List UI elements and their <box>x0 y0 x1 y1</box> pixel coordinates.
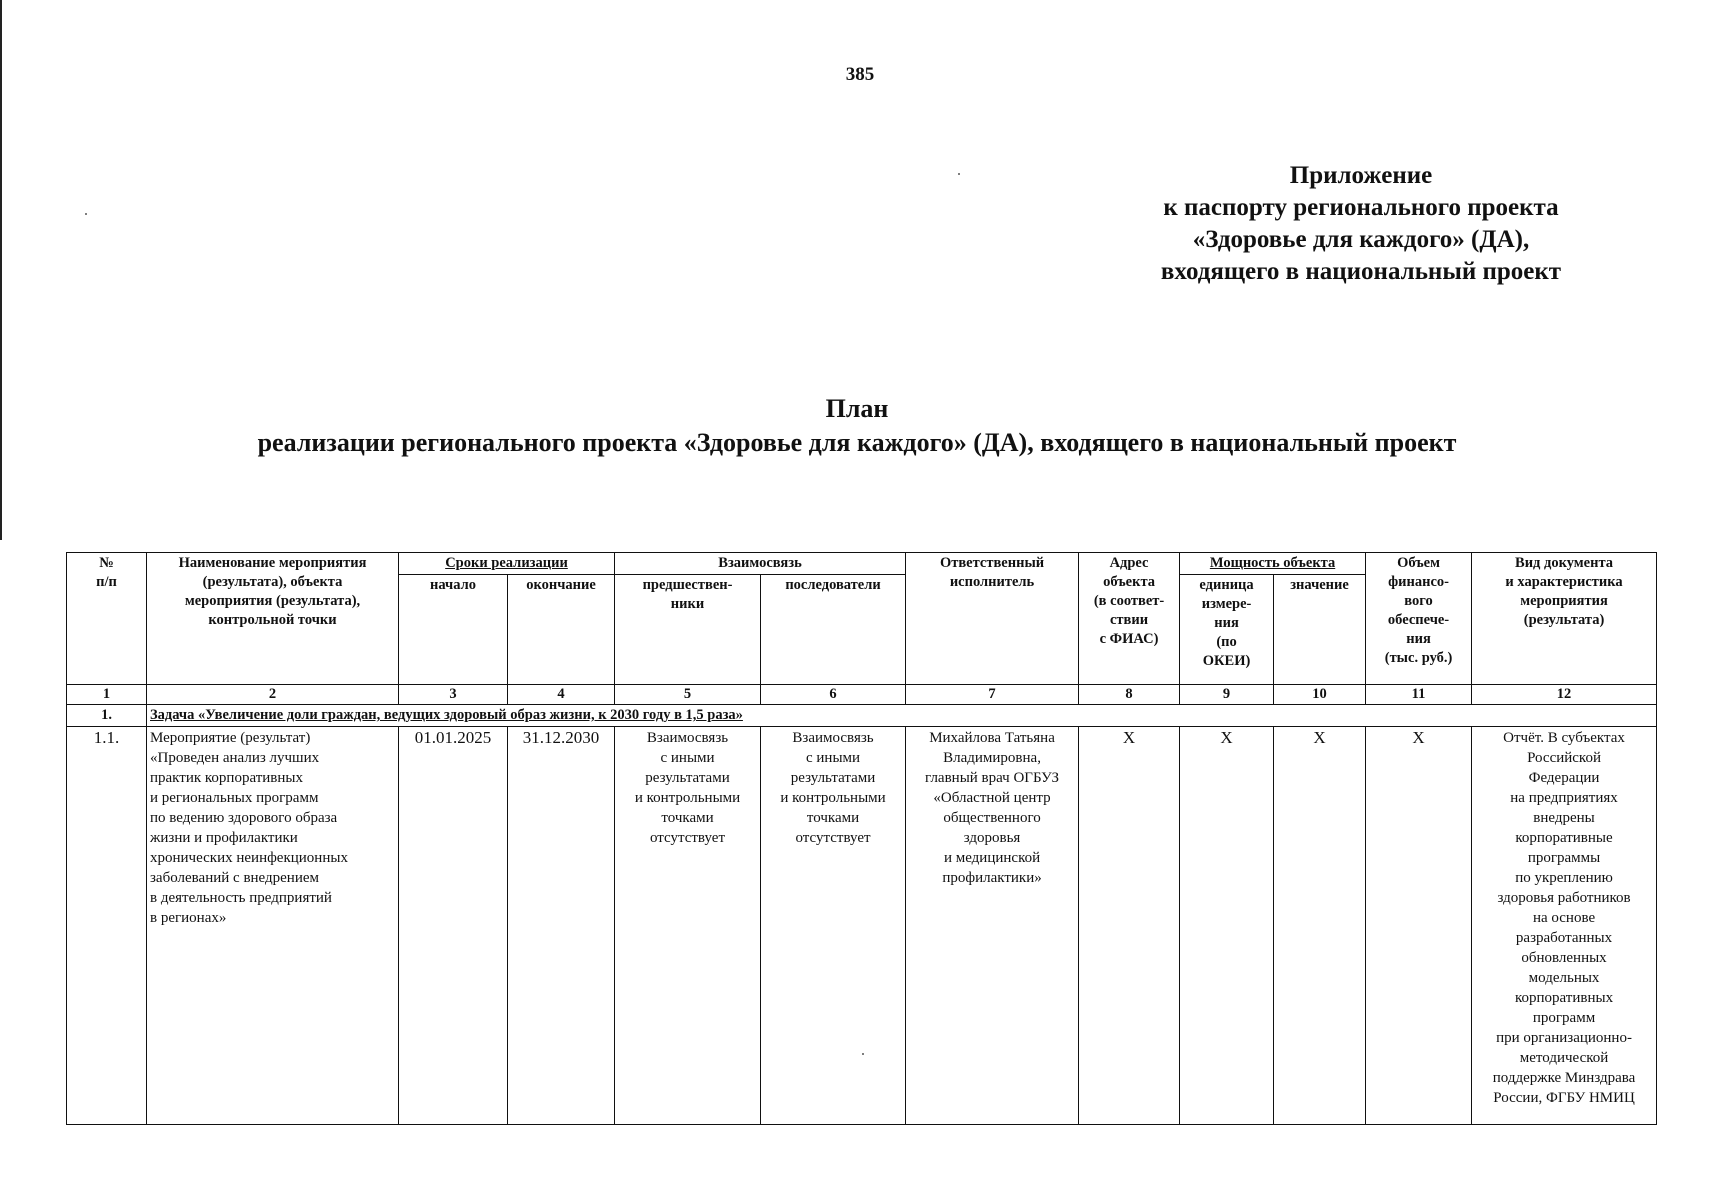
row-financing: X <box>1366 727 1472 1125</box>
task-number: 1. <box>67 705 147 727</box>
header-start: начало <box>399 575 508 685</box>
appendix-heading <box>1101 160 1621 288</box>
task-text: Задача «Увеличение доли граждан, ведущих здоровый образ жизни, к 2030 году в 1,5 раза» <box>150 707 743 723</box>
header-financing: Объем финансо- вого обеспече- ния (тыс. руб.) <box>1366 553 1472 685</box>
appendix-line: «Здоровье для каждого» (ДА), <box>1192 226 1530 253</box>
appendix-line: входящего в национальный проект <box>1160 258 1562 285</box>
plan-table <box>66 552 1657 1125</box>
header-responsible: Ответственный исполнитель <box>906 553 1079 685</box>
column-number: 3 <box>399 685 508 705</box>
row-predecessors: Взаимосвязь с иными результатами и контрольными точками отсутствует <box>615 727 761 1125</box>
table-row <box>67 727 1657 1125</box>
task-cell <box>147 705 1657 727</box>
header-num: № п/п <box>67 553 147 685</box>
column-number: 5 <box>615 685 761 705</box>
scan-speck <box>85 213 87 215</box>
column-number: 10 <box>1274 685 1366 705</box>
appendix-line: к паспорту регионального проекта <box>1163 194 1559 221</box>
header-unit: единица измере- ния (по ОКЕИ) <box>1180 575 1274 685</box>
column-number: 2 <box>147 685 399 705</box>
row-address: X <box>1079 727 1180 1125</box>
row-responsible: Михайлова Татьяна Владимировна, главный врач ОГБУЗ «Областной центр общественного здоровья и медицинской профилактики» <box>906 727 1079 1125</box>
column-number: 7 <box>906 685 1079 705</box>
column-number: 11 <box>1366 685 1472 705</box>
column-number: 4 <box>508 685 615 705</box>
plan-title-line2: реализации регионального проекта «Здоровье для каждого» (ДА), входящего в национальный проект <box>257 428 1457 457</box>
row-unit: X <box>1180 727 1274 1125</box>
plan-title <box>0 392 1714 460</box>
header-terms: Сроки реализации <box>399 553 615 575</box>
row-name: Мероприятие (результат) «Проведен анализ лучших практик корпоративных и региональных программ по ведению здорового образа жизни и профилактики хронических неинфекционных заболеваний с внедрением в деятельность предприятий в регионах» <box>147 727 399 1125</box>
header-capacity: Мощность объекта <box>1180 553 1366 575</box>
column-number: 6 <box>761 685 906 705</box>
plan-title-line1: План <box>825 394 889 423</box>
header-value: значение <box>1274 575 1366 685</box>
row-value: X <box>1274 727 1366 1125</box>
appendix-line: Приложение <box>1289 162 1433 189</box>
header-end: окончание <box>508 575 615 685</box>
scan-speck <box>958 173 960 175</box>
header-document: Вид документа и характеристика мероприятия (результата) <box>1472 553 1657 685</box>
header-predecessors: предшествен- ники <box>615 575 761 685</box>
row-end: 31.12.2030 <box>508 727 615 1125</box>
column-number: 9 <box>1180 685 1274 705</box>
column-number: 12 <box>1472 685 1657 705</box>
row-successors: Взаимосвязь с иными результатами и контрольными точками отсутствует <box>761 727 906 1125</box>
column-number: 1 <box>67 685 147 705</box>
header-address: Адрес объекта (в соответ- ствии с ФИАС) <box>1079 553 1180 685</box>
page-number: 385 <box>845 64 875 85</box>
row-start: 01.01.2025 <box>399 727 508 1125</box>
header-relation: Взаимосвязь <box>615 553 906 575</box>
row-number: 1.1. <box>67 727 147 1125</box>
row-document: Отчёт. В субъектах Российской Федерации на предприятиях внедрены корпоративные программы по укреплению здоровья работников на основе разработанных обновленных модельных корпоративных программ при организационно- методической поддержке Минздрава России, ФГБУ НМИЦ <box>1472 727 1657 1125</box>
header-successors: последователи <box>761 575 906 685</box>
task-row <box>67 705 1657 727</box>
column-number: 8 <box>1079 685 1180 705</box>
header-name: Наименование мероприятия (результата), объекта мероприятия (результата), контрольной точки <box>147 553 399 685</box>
